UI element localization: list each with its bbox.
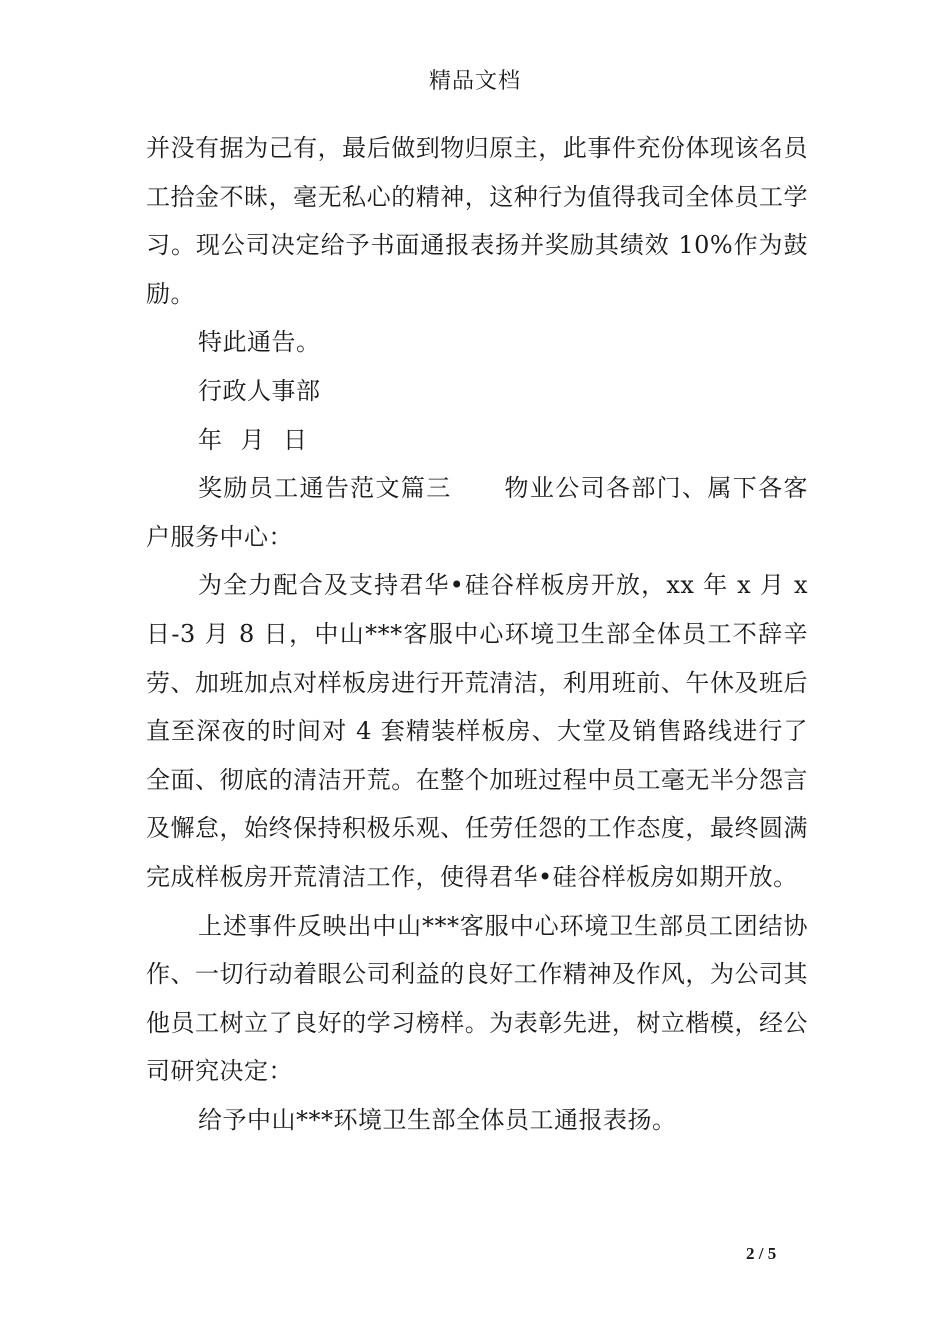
date-month: 月 (240, 425, 265, 454)
paragraph-decision: 给予中山***环境卫生部全体员工通报表扬。 (198, 1105, 677, 1134)
page-number: 2 / 5 (746, 1244, 777, 1263)
paragraph-event-description: 为全力配合及支持君华•硅谷样板房开放，xx 年 x 月 x 日-3 月 8 日，中山***客服中心环境卫生部全体员工不辞辛劳、加班加点对样板房进行开荒清洁，利用班前、午休及班后直至深夜的时间对 4 套精装样板房、大堂及销售路线进行了全面、彻底的清洁开荒。在整个加班过程中员工毫无半分怨言及懈怠，始终保持积极乐观、任劳任怨的工作态度，最终圆满完成样板房开荒清洁工作，使得君华•硅谷样板房如期开放。 (146, 571, 808, 891)
paragraph-continuation: 并没有据为己有，最后做到物归原主，此事件充份体现该名员工拾金不昧，毫无私心的精神，这种行为值得我司全体员工学习。现公司决定给予书面通报表扬并奖励其绩效 10%作为鼓励。 (146, 134, 808, 308)
page-header: 精品文档 (428, 69, 521, 94)
paragraph-event-significance: 上述事件反映出中山***客服中心环境卫生部员工团结协作、一切行动着眼公司利益的良好工作精神及作风，为公司其他员工树立了良好的学习榜样。为表彰先进，树立楷模，经公司研究决定： (146, 911, 808, 1086)
section-title: 奖励员工通告范文篇三 (198, 474, 452, 503)
paragraph-closing-notice: 特此通告。 (198, 328, 321, 357)
paragraph-section-heading (146, 464, 808, 561)
paragraph-department-signature: 行政人事部 (198, 376, 321, 405)
document-body (146, 124, 808, 1144)
date-day: 日 (283, 425, 308, 454)
date-year: 年 (198, 425, 223, 454)
section-recipients: 物业公司各部门、属下各客户服务中心： (146, 474, 809, 551)
paragraph-date (146, 416, 808, 465)
